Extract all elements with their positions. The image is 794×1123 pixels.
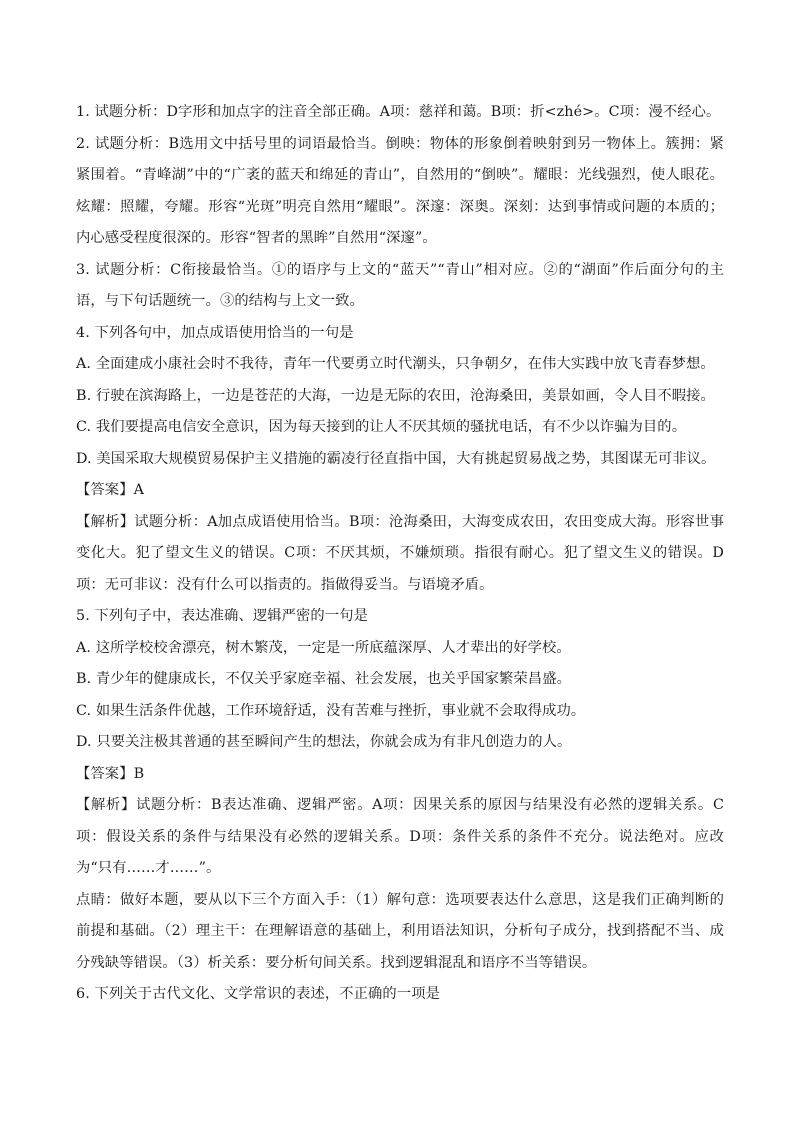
question-5-option-d: D. 只要关注极其普通的甚至瞬间产生的想法，你就会成为有非凡创造力的人。: [76, 734, 572, 750]
question-5-analysis: 【解析】试题分析：B表达准确、逻辑严密。A项：因果关系的原因与结果没有必然的逻辑关系。C项：假设关系的条件与结果没有必然的逻辑关系。D项：条件关系的条件不充分。说法绝对。应改为“只有……才……”。: [76, 797, 724, 876]
question-4-analysis: 【解析】试题分析：A加点成语使用恰当。B项：沧海桑田，大海变成农田，农田变成大海。形容世事变化大。犯了望文生义的错误。C项：不厌其烦，不嫌烦琐。指很有耐心。犯了望文生义的错误。D项：无可非议：没有什么可以指责的。指做得妥当。与语境矛盾。: [76, 513, 724, 593]
question-5-stem: 5. 下列句子中，表达准确、逻辑严密的一句是: [76, 608, 369, 624]
answer-analysis-2: 2. 试题分析：B选用文中括号里的词语最恰当。倒映：物体的形象倒着映射到另一物体上。簇拥：紧紧围着。“青峰湖”中的“广袤的蓝天和绵延的青山”，自然用的“倒映”。耀眼：光线强烈，使人眼花。炫耀：照耀，夸耀。形容“光斑”明亮自然用“耀眼”。深邃：深奥。深刻：达到事情或问题的本质的；内心感受程度很深的。形容“智者的黑眸”自然用“深邃”。: [76, 135, 724, 246]
question-4-option-c: C. 我们要提高电信安全意识，因为每天接到的让人不厌其烦的骚扰电话，有不少以诈骗为目的。: [76, 419, 687, 435]
question-4-option-d: D. 美国采取大规模贸易保护主义措施的霸凌行径直指中国，大有挑起贸易战之势，其图谋无可非议。: [76, 450, 716, 467]
question-5-tip: 点睛：做好本题，要从以下三个方面入手：（1）解句意：选项要表达什么意思，这是我们正确判断的前提和基础。（2）理主干：在理解语意的基础上，利用语法知识，分析句子成分，找到搭配不当、成分残缺等错误。（3）析关系：要分析句间关系。找到逻辑混乱和语序不当等错误。: [76, 891, 724, 971]
question-5-answer: 【答案】B: [76, 765, 145, 782]
question-5-option-b: B. 青少年的健康成长，不仅关乎家庭幸福、社会发展，也关乎国家繁荣昌盛。: [76, 671, 571, 687]
answer-analysis-1: 1. 试题分析：D字形和加点字的注音全部正确。A项：慈祥和蔼。B项：折<zhé>。C项：漫不经心。: [76, 104, 721, 120]
answer-analysis-3: 3. 试题分析：C衔接最恰当。①的语序与上文的“蓝天”“青山”相对应。②的“湖面”作后面分句的主语，与下句话题统一。③的结构与上文一致。: [76, 261, 724, 309]
document-page: [76, 97, 724, 1011]
question-4-stem: 4. 下列各句中，加点成语使用恰当的一句是: [76, 324, 354, 341]
question-5-option-a: A. 这所学校校舍漂亮，树木繁茂，一定是一所底蕴深厚、人才辈出的好学校。: [76, 639, 571, 656]
question-4-option-b: B. 行驶在滨海路上，一边是苍茫的大海，一边是无际的农田，沧海桑田，美景如画，令人目不暇接。: [76, 387, 715, 404]
question-4-answer: 【答案】A: [76, 482, 145, 498]
question-4-option-a: A. 全面建成小康社会时不我待，青年一代要勇立时代潮头，只争朝夕，在伟大实践中放飞青春梦想。: [76, 356, 715, 372]
question-5-option-c: C. 如果生活条件优越，工作环境舒适，没有苦难与挫折，事业就不会取得成功。: [76, 702, 586, 719]
question-6-stem: 6. 下列关于古代文化、文学常识的表述，不正确的一项是: [76, 986, 441, 1002]
